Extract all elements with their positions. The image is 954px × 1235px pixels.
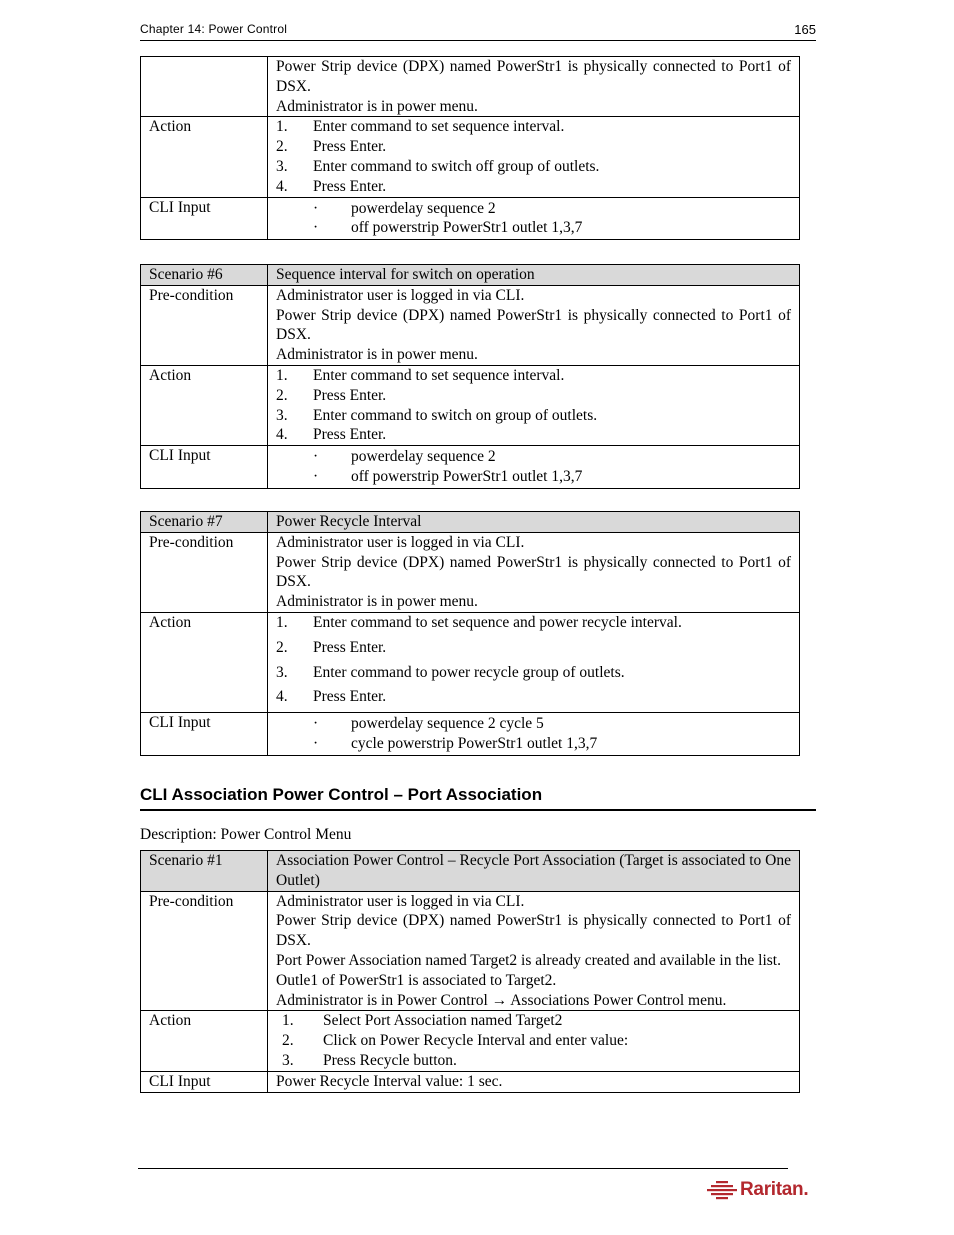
text-line: Administrator user is logged in via CLI. <box>276 286 525 304</box>
step-list <box>276 613 791 707</box>
text-line: Administrator is in power menu. <box>276 346 478 364</box>
row-label: CLI Input <box>141 713 268 756</box>
list-item <box>276 663 791 683</box>
scenario-title: Sequence interval for switch on operation <box>268 265 800 286</box>
step-text: Enter command to set sequence interval. <box>313 366 565 384</box>
section-heading: CLI Association Power Control – Port Association <box>140 785 816 811</box>
row-label: Action <box>141 365 268 445</box>
step-text: Press Enter. <box>313 386 387 404</box>
step-text: Click on Power Recycle Interval and enter value: <box>323 1032 629 1050</box>
association-scenario-1-table <box>140 850 800 1093</box>
text-line: Outle1 of PowerStr1 is associated to Target2. <box>276 971 557 989</box>
page-number: 165 <box>794 22 816 37</box>
list-item <box>276 1051 791 1071</box>
row-content <box>268 532 800 612</box>
step-number: 3. <box>276 663 288 681</box>
text-line: Power Strip device (DPX) named PowerStr1 is physically connected to Port1 of DSX. <box>276 306 791 344</box>
row-label: Action <box>141 117 268 197</box>
row-label: CLI Input <box>141 1071 268 1092</box>
step-text: Enter command to set sequence interval. <box>313 118 565 136</box>
section-description: Description: Power Control Menu <box>140 826 352 843</box>
row-content <box>268 612 800 712</box>
row-content <box>268 117 800 197</box>
step-text: Press Enter. <box>313 638 387 656</box>
scenario-label: Scenario #6 <box>141 265 268 286</box>
cli-command: powerdelay sequence 2 <box>351 448 496 466</box>
step-number: 1. <box>276 613 288 631</box>
step-number: 2. <box>276 386 288 404</box>
step-number: 2. <box>276 138 288 156</box>
list-item <box>276 406 791 426</box>
step-list <box>276 117 791 196</box>
list-item <box>276 687 791 707</box>
text-line: Power Strip device (DPX) named PowerStr1 is physically connected to Port1 of DSX. <box>276 912 791 950</box>
step-text: Enter command to set sequence and power recycle interval. <box>313 613 682 631</box>
table-row <box>141 612 800 712</box>
table-row <box>141 1011 800 1071</box>
step-number: 4. <box>276 688 288 706</box>
scenario-title: Association Power Control – Recycle Port Association (Target is associated to One Outlet) <box>268 851 800 892</box>
table-row <box>141 117 800 197</box>
scenario-6-table <box>140 264 800 489</box>
step-text: Press Enter. <box>313 426 387 444</box>
table-row <box>141 713 800 756</box>
list-item <box>276 117 791 137</box>
step-text: Select Port Association named Target2 <box>323 1012 563 1030</box>
raritan-logo-icon <box>706 1178 738 1202</box>
step-number: 2. <box>282 1032 294 1050</box>
step-text: Press Enter. <box>313 177 387 195</box>
step-number: 4. <box>276 177 288 195</box>
step-number: 3. <box>276 406 288 424</box>
row-label <box>141 57 268 117</box>
text-line: Administrator is in power menu. <box>276 97 478 115</box>
scenario-table-continued <box>140 56 800 240</box>
list-item <box>276 199 791 219</box>
row-content <box>268 197 800 240</box>
step-number: 4. <box>276 426 288 444</box>
list-item <box>276 386 791 406</box>
bullet: · <box>313 448 319 466</box>
bullet: · <box>313 219 319 237</box>
cli-list <box>276 714 791 754</box>
list-item <box>276 366 791 386</box>
row-label: CLI Input <box>141 197 268 240</box>
step-list <box>276 366 791 445</box>
table-row <box>141 891 800 1011</box>
bullet: · <box>313 734 319 752</box>
cli-command: powerdelay sequence 2 <box>351 199 496 217</box>
logo-wordmark: Raritan. <box>740 1179 809 1200</box>
cli-command: powerdelay sequence 2 cycle 5 <box>351 715 544 733</box>
step-text: Enter command to power recycle group of outlets. <box>313 663 625 681</box>
row-content <box>268 57 800 117</box>
text-line: Administrator is in power menu. <box>276 593 478 611</box>
step-list <box>276 1011 791 1070</box>
scenario-title: Power Recycle Interval <box>268 512 800 533</box>
table-row <box>141 512 800 533</box>
text-line: Power Strip device (DPX) named PowerStr1 is physically connected to Port1 of DSX. <box>276 553 791 591</box>
list-item <box>276 157 791 177</box>
step-number: 3. <box>282 1051 294 1069</box>
row-label: Action <box>141 612 268 712</box>
step-number: 2. <box>276 638 288 656</box>
list-item <box>276 137 791 157</box>
step-number: 1. <box>282 1012 294 1030</box>
list-item <box>276 218 791 238</box>
list-item <box>276 613 791 633</box>
table-row <box>141 532 800 612</box>
bullet: · <box>313 467 319 485</box>
text-line: Port Power Association named Target2 is already created and available in the list. <box>276 951 781 969</box>
row-content <box>268 365 800 445</box>
cli-list <box>276 447 791 487</box>
row-content <box>268 1011 800 1071</box>
table-row <box>141 285 800 365</box>
table-row <box>141 57 800 117</box>
step-text: Press Enter. <box>313 688 387 706</box>
list-item <box>276 1011 791 1031</box>
step-text: Press Enter. <box>313 138 387 156</box>
list-item <box>276 447 791 467</box>
list-item <box>276 177 791 197</box>
table-row <box>141 446 800 489</box>
table-row <box>141 365 800 445</box>
row-content <box>268 446 800 489</box>
page-header <box>140 22 816 41</box>
cli-list <box>276 199 791 239</box>
row-label: Pre-condition <box>141 285 268 365</box>
row-label: Pre-condition <box>141 532 268 612</box>
chapter-title: Chapter 14: Power Control <box>140 22 288 36</box>
row-label: Pre-condition <box>141 891 268 1011</box>
cli-command: cycle powerstrip PowerStr1 outlet 1,3,7 <box>351 734 598 752</box>
list-item <box>276 467 791 487</box>
footer-rule <box>138 1168 788 1169</box>
row-label: CLI Input <box>141 446 268 489</box>
step-number: 1. <box>276 366 288 384</box>
bullet: · <box>313 199 319 217</box>
table-row <box>141 1071 800 1092</box>
scenario-7-table <box>140 511 800 756</box>
text-line: Administrator is in Power Control → Associations Power Control menu. <box>276 991 727 1009</box>
text-line: Power Strip device (DPX) named PowerStr1 is physically connected to Port1 of DSX. <box>276 58 791 95</box>
text-line: Administrator user is logged in via CLI. <box>276 892 525 910</box>
list-item <box>276 714 791 734</box>
step-text: Press Recycle button. <box>323 1051 457 1069</box>
row-content <box>268 713 800 756</box>
cli-command: off powerstrip PowerStr1 outlet 1,3,7 <box>351 219 583 237</box>
row-content <box>268 285 800 365</box>
list-item <box>276 425 791 445</box>
raritan-logo <box>706 1178 808 1202</box>
bullet: · <box>313 715 319 733</box>
table-row <box>141 851 800 892</box>
scenario-label: Scenario #1 <box>141 851 268 892</box>
row-content <box>268 891 800 1011</box>
cli-command: off powerstrip PowerStr1 outlet 1,3,7 <box>351 467 583 485</box>
table-row <box>141 265 800 286</box>
step-text: Enter command to switch off group of outlets. <box>313 157 600 175</box>
step-text: Enter command to switch on group of outlets. <box>313 406 598 424</box>
row-label: Action <box>141 1011 268 1071</box>
list-item <box>276 1031 791 1051</box>
text-line: Administrator user is logged in via CLI. <box>276 533 525 551</box>
row-content: Power Recycle Interval value: 1 sec. <box>268 1071 800 1092</box>
step-number: 3. <box>276 157 288 175</box>
list-item <box>276 734 791 754</box>
scenario-label: Scenario #7 <box>141 512 268 533</box>
table-row <box>141 197 800 240</box>
list-item <box>276 638 791 658</box>
step-number: 1. <box>276 118 288 136</box>
